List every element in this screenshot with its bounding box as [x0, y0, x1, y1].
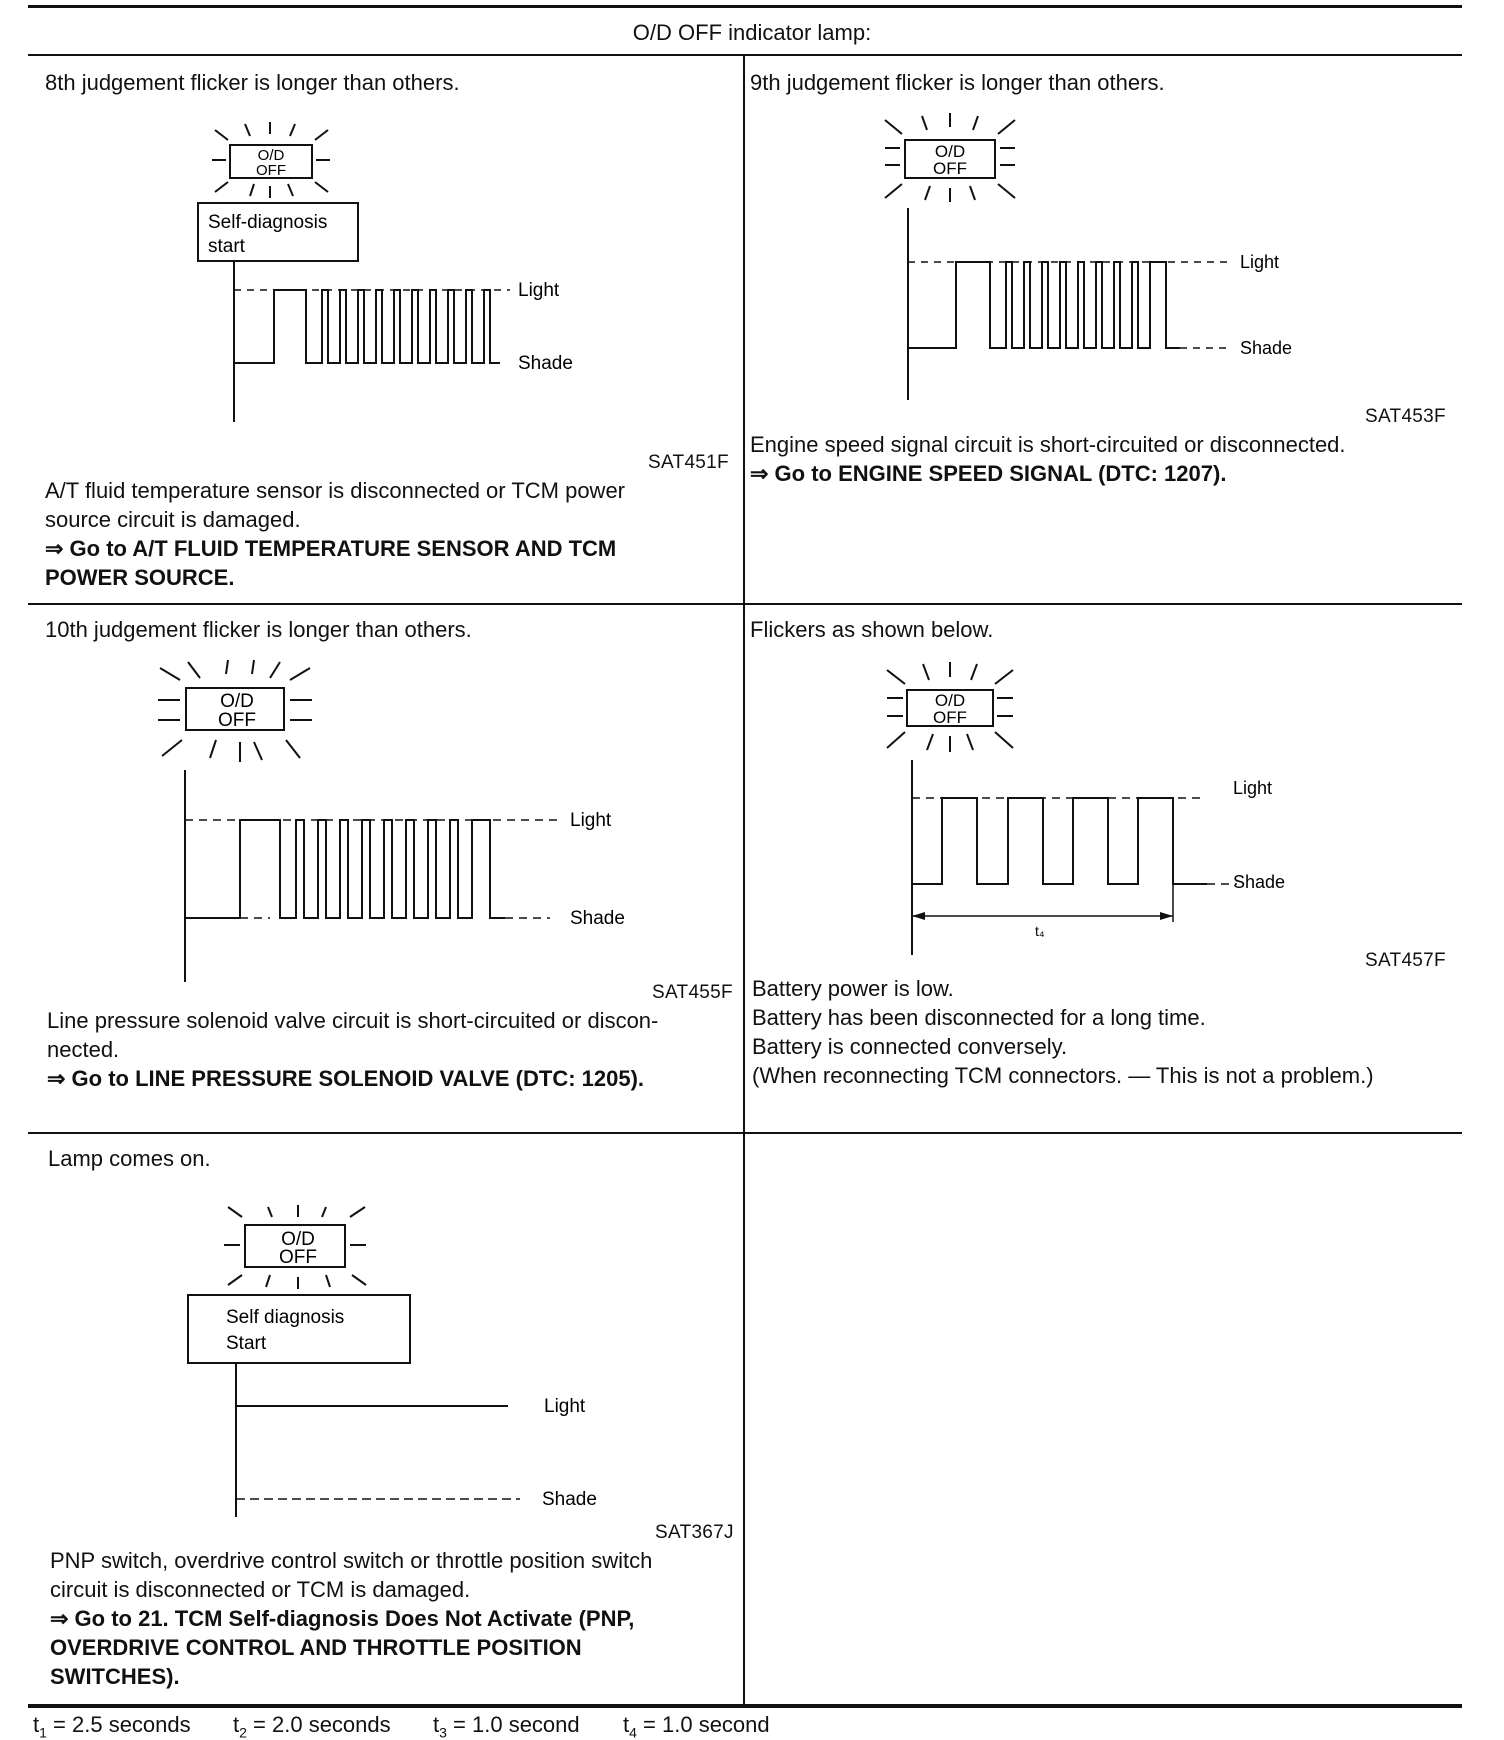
timing-t4: $t_4 = 1.0$ second	[623, 1712, 770, 1740]
cell-description: nected.	[47, 1037, 120, 1062]
waveform	[912, 798, 1207, 884]
lamp-label-off: OFF	[279, 1247, 317, 1268]
cell-heading: 9th judgement flicker is longer than others.	[750, 70, 1165, 95]
cell-description: circuit is disconnected or TCM is damaged.	[50, 1577, 471, 1602]
cell-description: Battery has been disconnected for a long time.	[752, 1005, 1206, 1030]
lamp-label-off: OFF	[933, 159, 967, 178]
figure-id: SAT453F	[1365, 406, 1446, 427]
start-label-line2: start	[208, 236, 245, 257]
lamp-label-od: O/D	[934, 691, 966, 710]
start-label-line1: Self-diagnosis	[208, 212, 328, 233]
cell-heading: 8th judgement flicker is longer than others.	[45, 70, 460, 95]
table-title: O/D OFF indicator lamp:	[632, 20, 872, 45]
figure-id: SAT367J	[655, 1522, 734, 1543]
cell-description: Battery power is low.	[752, 976, 954, 1001]
cell-description: PNP switch, overdrive control switch or throttle position switch	[50, 1548, 653, 1573]
figure-id: SAT455F	[652, 982, 733, 1003]
light-label: Light	[570, 810, 612, 831]
waveform	[908, 262, 1180, 348]
shade-label: Shade	[542, 1489, 597, 1510]
empty-cell	[745, 1134, 1462, 1704]
lamp-on-diagram	[180, 1205, 620, 1525]
cell-description: Battery is connected conversely.	[752, 1034, 1068, 1059]
start-label-line2: Start	[226, 1333, 267, 1354]
shade-label: Shade	[1233, 872, 1286, 892]
shade-label: Shade	[1240, 338, 1293, 358]
lamp-label-od: O/D	[257, 147, 285, 164]
table-bottom-border	[28, 1704, 1462, 1708]
flicker-diagram-regular	[865, 660, 1325, 960]
goto-link[interactable]: POWER SOURCE.	[45, 565, 235, 590]
lamp-label-od: O/D	[220, 691, 254, 712]
waveform	[185, 820, 505, 918]
light-label: Light	[1240, 252, 1280, 272]
cell-heading: Flickers as shown below.	[750, 617, 994, 642]
lamp-label-od: O/D	[934, 142, 966, 161]
waveform	[234, 290, 500, 363]
light-label: Light	[518, 280, 560, 301]
row1-divider	[28, 603, 1462, 605]
period-label: t₄	[1035, 923, 1045, 939]
goto-link[interactable]: ⇒ Go to 21. TCM Self-diagnosis Does Not Activate (PNP,	[50, 1606, 635, 1631]
shade-label: Shade	[570, 908, 625, 929]
header-divider	[28, 54, 1462, 56]
figure-id: SAT457F	[1365, 950, 1446, 971]
shade-label: Shade	[518, 353, 573, 374]
table-top-border	[28, 5, 1462, 8]
goto-link[interactable]: ⇒ Go to A/T FLUID TEMPERATURE SENSOR AND TCM	[45, 536, 617, 561]
light-label: Light	[1233, 778, 1273, 798]
lamp-label-od: O/D	[281, 1229, 315, 1250]
self-diagnosis-start-box	[188, 1295, 410, 1363]
lamp-label-off: OFF	[256, 162, 286, 179]
light-label: Light	[544, 1396, 586, 1417]
flicker-diagram-10th	[150, 660, 650, 990]
figure-id: SAT451F	[648, 452, 729, 473]
lamp-label-off: OFF	[933, 708, 967, 727]
cell-heading: 10th judgement flicker is longer than others.	[45, 617, 472, 642]
start-label-line1: Self diagnosis	[226, 1307, 345, 1328]
goto-link[interactable]: ⇒ Go to LINE PRESSURE SOLENOID VALVE (DTC: 1205).	[47, 1066, 645, 1091]
timing-t3: $t_3 = 1.0$ second	[433, 1712, 580, 1740]
cell-heading: Lamp comes on.	[48, 1146, 211, 1171]
cell-description: (When reconnecting TCM connectors. — This is not a problem.)	[752, 1063, 1374, 1088]
timing-t1: $t_1 = 2.5$ seconds	[33, 1712, 191, 1740]
timing-t2: $t_2 = 2.0$ seconds	[233, 1712, 391, 1740]
flicker-diagram-9th	[860, 110, 1320, 420]
cell-description: Line pressure solenoid valve circuit is short-circuited or discon-	[47, 1008, 659, 1033]
flicker-diagram-8th	[150, 120, 573, 430]
cell-description: A/T fluid temperature sensor is disconnected or TCM power	[45, 478, 626, 503]
lamp-label-off: OFF	[218, 710, 256, 731]
cell-description: source circuit is damaged.	[45, 507, 301, 532]
goto-link[interactable]: SWITCHES).	[50, 1664, 180, 1689]
cell-description: Engine speed signal circuit is short-circuited or disconnected.	[750, 432, 1346, 457]
goto-link[interactable]: ⇒ Go to ENGINE SPEED SIGNAL (DTC: 1207).	[750, 461, 1227, 486]
goto-link[interactable]: OVERDRIVE CONTROL AND THROTTLE POSITION	[50, 1635, 582, 1660]
